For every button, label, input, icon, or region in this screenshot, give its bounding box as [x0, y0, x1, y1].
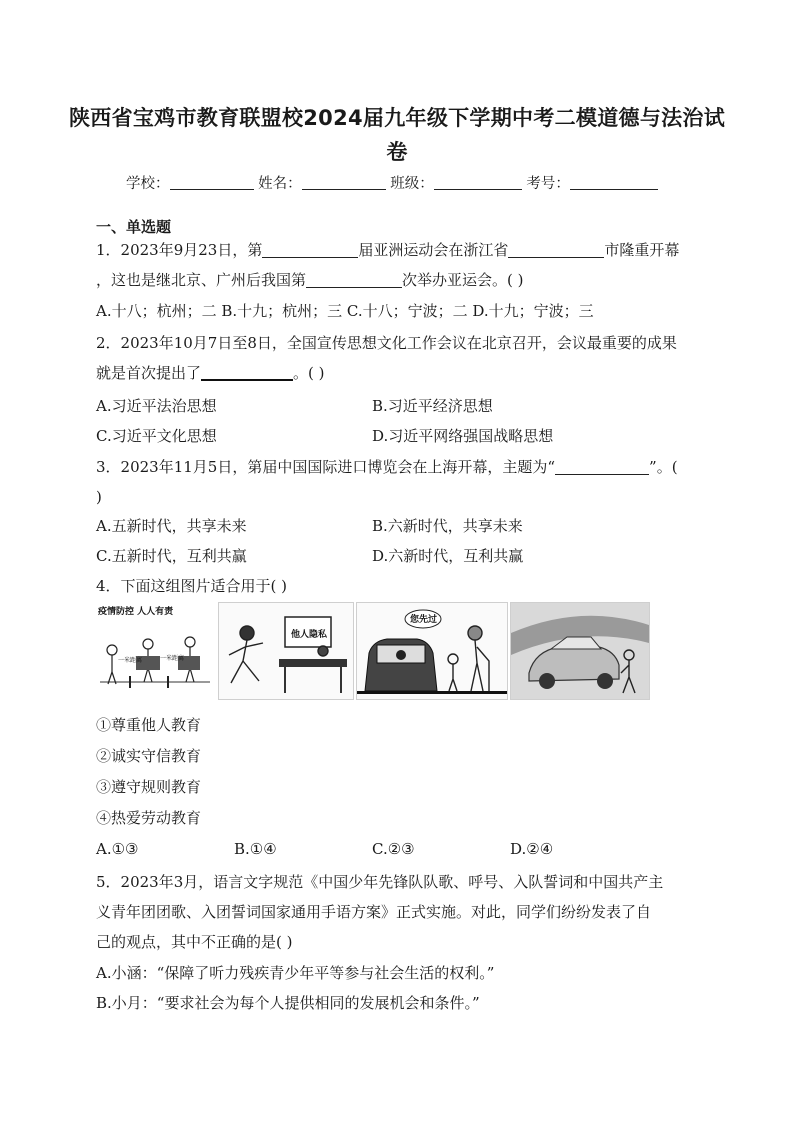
q4-item-2: ②诚实守信教育: [96, 747, 202, 765]
name-blank[interactable]: [302, 173, 386, 190]
q4-option-b: B.①④: [234, 840, 277, 858]
q1-text-c: 市隆重开幕: [604, 241, 680, 259]
q3-option-a: A.五新时代，共享未来: [96, 517, 247, 535]
q4-option-c: C.②③: [372, 840, 415, 858]
q1-text-b: 届亚洲运动会在浙江省: [358, 241, 509, 259]
page-title: 陕西省宝鸡市教育联盟校2024届九年级下学期中考二模道德与法治试: [68, 106, 726, 130]
comic-panel-street: [510, 602, 650, 700]
q3-option-c: C.五新时代，互利共赢: [96, 547, 247, 565]
school-blank[interactable]: [170, 173, 254, 190]
q3-blank: [555, 458, 649, 475]
exam-number-label: 考号：: [526, 176, 570, 192]
comic-caption-distance-2: 一米距离: [160, 655, 185, 662]
name-label: 姓名：: [258, 176, 302, 192]
comic-panel-privacy: [218, 602, 354, 700]
question-3-line-2: ): [96, 488, 102, 506]
comic-caption-epidemic: 疫情防控 人人有责: [98, 607, 174, 617]
q3-option-d: D.六新时代，互利共赢: [372, 547, 524, 565]
q1-blank-3: [306, 271, 402, 288]
q3-text-b: ”。(: [649, 458, 678, 476]
question-2-line-2: [96, 363, 325, 383]
q1-text-a: 1．2023年9月23日，第: [96, 241, 263, 259]
section-heading: 一、单选题: [96, 218, 172, 236]
class-blank[interactable]: [434, 173, 522, 190]
q2-option-d: D.习近平网络强国战略思想: [372, 427, 554, 445]
question-3-line-1: [96, 457, 678, 477]
q2-text-b: 。( ): [293, 364, 325, 382]
q2-text-a: 就是首次提出了: [96, 364, 202, 382]
question-5-line-3: 己的观点，其中不正确的是( ): [96, 933, 293, 951]
question-2-line-1: 2．2023年10月7日至8日，全国宣传思想文化工作会议在北京召开，会议最重要的成果: [96, 334, 677, 352]
q4-item-3: ③遵守规则教育: [96, 778, 202, 796]
q4-option-a: A.①③: [96, 840, 139, 858]
comic-caption-after-you: 您先过: [410, 615, 438, 625]
school-label: 学校：: [126, 176, 170, 192]
question-5-line-2: 义青年团团歌、入团誓词国家通用手语方案》正式实施。对此，同学们纷纷发表了自: [96, 903, 652, 921]
comic-caption-privacy: 他人隐私: [291, 630, 328, 640]
question-5-line-1: 5．2023年3月，语言文字规范《中国少年先锋队队歌、呼号、入队誓词和中国共产主: [96, 873, 664, 891]
q3-option-b: B.六新时代，共享未来: [372, 517, 523, 535]
page-title-continued: 卷: [386, 140, 408, 164]
q2-blank: [201, 363, 293, 381]
q5-option-a: A.小涵：“保障了听力残疾青少年平等参与社会生活的权利。”: [96, 964, 495, 982]
class-label: 班级：: [390, 176, 434, 192]
q1-text-d: ，这也是继北京、广州后我国第: [96, 271, 307, 289]
q2-option-a: A.习近平法治思想: [96, 397, 217, 415]
comic-panel-crossing: [356, 602, 508, 700]
q1-blank-2: [508, 241, 604, 258]
exam-number-blank[interactable]: [570, 173, 658, 190]
question-4-stem: 4．下面这组图片适合用于( ): [96, 577, 288, 595]
q2-option-c: C.习近平文化思想: [96, 427, 217, 445]
comic-caption-distance-1: 一米距离: [118, 657, 143, 664]
q4-option-d: D.②④: [510, 840, 554, 858]
q1-text-e: 次举办亚运会。( ): [402, 271, 524, 289]
q4-item-1: ①尊重他人教育: [96, 716, 202, 734]
q1-blank-1: [262, 241, 358, 258]
q4-item-4: ④热爱劳动教育: [96, 809, 202, 827]
question-1-options: A.十八；杭州；二 B.十九；杭州；三 C.十八；宁波；二 D.十九；宁波；三: [96, 302, 594, 320]
q2-option-b: B.习近平经济思想: [372, 397, 493, 415]
student-info-row: [126, 172, 658, 193]
question-1-line-2: [96, 270, 524, 290]
comic-panel-queue: [96, 602, 214, 698]
q3-text-a: 3．2023年11月5日，第届中国国际进口博览会在上海开幕，主题为“: [96, 458, 556, 476]
question-1-line-1: [96, 240, 679, 260]
q5-option-b: B.小月：“要求社会为每个人提供相同的发展机会和条件。”: [96, 994, 480, 1012]
